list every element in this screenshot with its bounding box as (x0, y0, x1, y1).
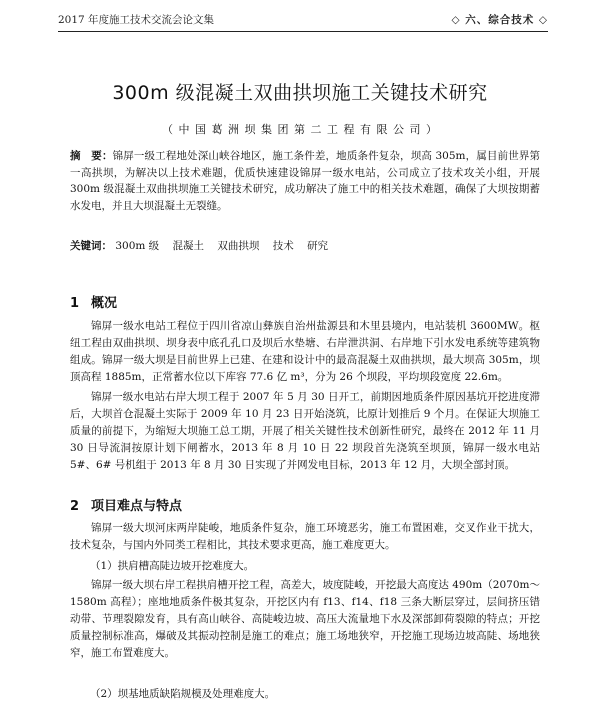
section-heading (70, 495, 182, 514)
header-left-text: 2017 年度施工技术交流会论文集 (58, 14, 215, 26)
keyword: 技术 (272, 240, 294, 252)
abstract-text: 锦屏一级工程地处深山峡谷地区，施工条件差，地质条件复杂，坝高 305m，属目前世界第一高拱坝，为解决以上技术难题，优质快速建设锦屏一级水电站，公司成立了技术攻关小组，开展 300m 级混凝土双曲拱坝施工关键技术研究，成功解决了施工中的相关技术难题，确保了大坝按期蓄水发电，并且大坝混凝土无裂缝。 (70, 150, 540, 212)
body-paragraph: 锦屏一级大坝河床两岸陡峻，地质条件复杂，施工环境恶劣，施工布置困难，交叉作业干扰大，技术复杂，与国内外同类工程相比，其技术要求更高，施工难度更大。 (70, 522, 540, 552)
keyword: 300m 级 (115, 240, 160, 252)
abstract-label: 摘 要： (70, 150, 113, 162)
body-paragraph: 锦屏一级水电站工程位于四川省凉山彝族自治州盐源县和木里县境内，电站装机 3600MW。枢纽工程由双曲拱坝、坝身表中底孔孔口及坝后水垫塘、右岸泄洪洞、右岸地下引水发电系统等建筑物组成。锦屏一级大坝是目前世界上已建、在建和设计中的最高混凝土双曲拱坝，最大坝高 305m，坝顶高程 1885m，正常蓄水位以下库容 77.6 亿 m³，分为 26 个坝段，平均坝段宽度 22.6m。 (70, 320, 540, 384)
author-affiliation: （ 中 国 葛 洲 坝 集 团 第 二 工 程 有 限 公 司 ） (162, 123, 438, 136)
keywords (70, 238, 540, 254)
abstract (70, 148, 540, 214)
section-title: 项目难点与特点 (91, 499, 183, 514)
section-heading (70, 292, 117, 311)
keyword: 研究 (307, 240, 329, 252)
body-paragraph: 锦屏一级水电站右岸大坝工程于 2007 年 5 月 30 日开工，前期因地质条件原因基坑开挖进度滞后，大坝首仓混凝土实际于 2009 年 10 月 23 日开始浇筑，比原计划推后 9 个月。在保证大坝施工质量的前提下，为缩短大坝施工总工期，开展了相关关键性技术创新性研究，最终在 2012 年 11 月 30 日导流洞按原计划下闸蓄水，2013 年 8 月 10 日 22 坝段首先浇筑至坝顶，锦屏一级水电站 5#、6# 号机组于 2013 年 8 月 30 日实现了并网发电目标，2013 年 12 月，大坝全部封顶。 (70, 391, 540, 472)
section-number: 2 (70, 499, 80, 514)
paper-title: 300m 级混凝土双曲拱坝施工关键技术研究 (112, 82, 488, 104)
keywords-label: 关键词： (70, 240, 112, 252)
header-right-text: ◇ 六、综合技术 ◇ (451, 14, 548, 26)
keyword: 混凝土 (172, 240, 205, 252)
subsection-heading: （2）坝基地质缺陷规模及处理难度大。 (90, 688, 276, 700)
section-number: 1 (70, 296, 80, 311)
keyword: 双曲拱坝 (217, 240, 260, 252)
subsection-heading: （1）拱肩槽高陡边坡开挖难度大。 (90, 560, 255, 572)
section-title: 概况 (91, 296, 118, 311)
body-paragraph: 锦屏一级大坝右岸工程拱肩槽开挖工程，高差大，坡度陡峻，开挖最大高度达 490m（2070m～1580m 高程）；座地地质条件极其复杂，开挖区内有 f13、f14、f18 三条大断层穿过，层间挤压错动带、节理裂隙发育，具有高山峡谷、高陡峻边坡、高压大流量地下水及深部卸荷裂隙的特点；开挖质量控制标准高，爆破及其振动控制是施工的难点；施工场地狭窄，开挖施工现场边坡高陡、场地狭窄，施工布置难度大。 (70, 579, 540, 660)
running-header (58, 12, 548, 32)
